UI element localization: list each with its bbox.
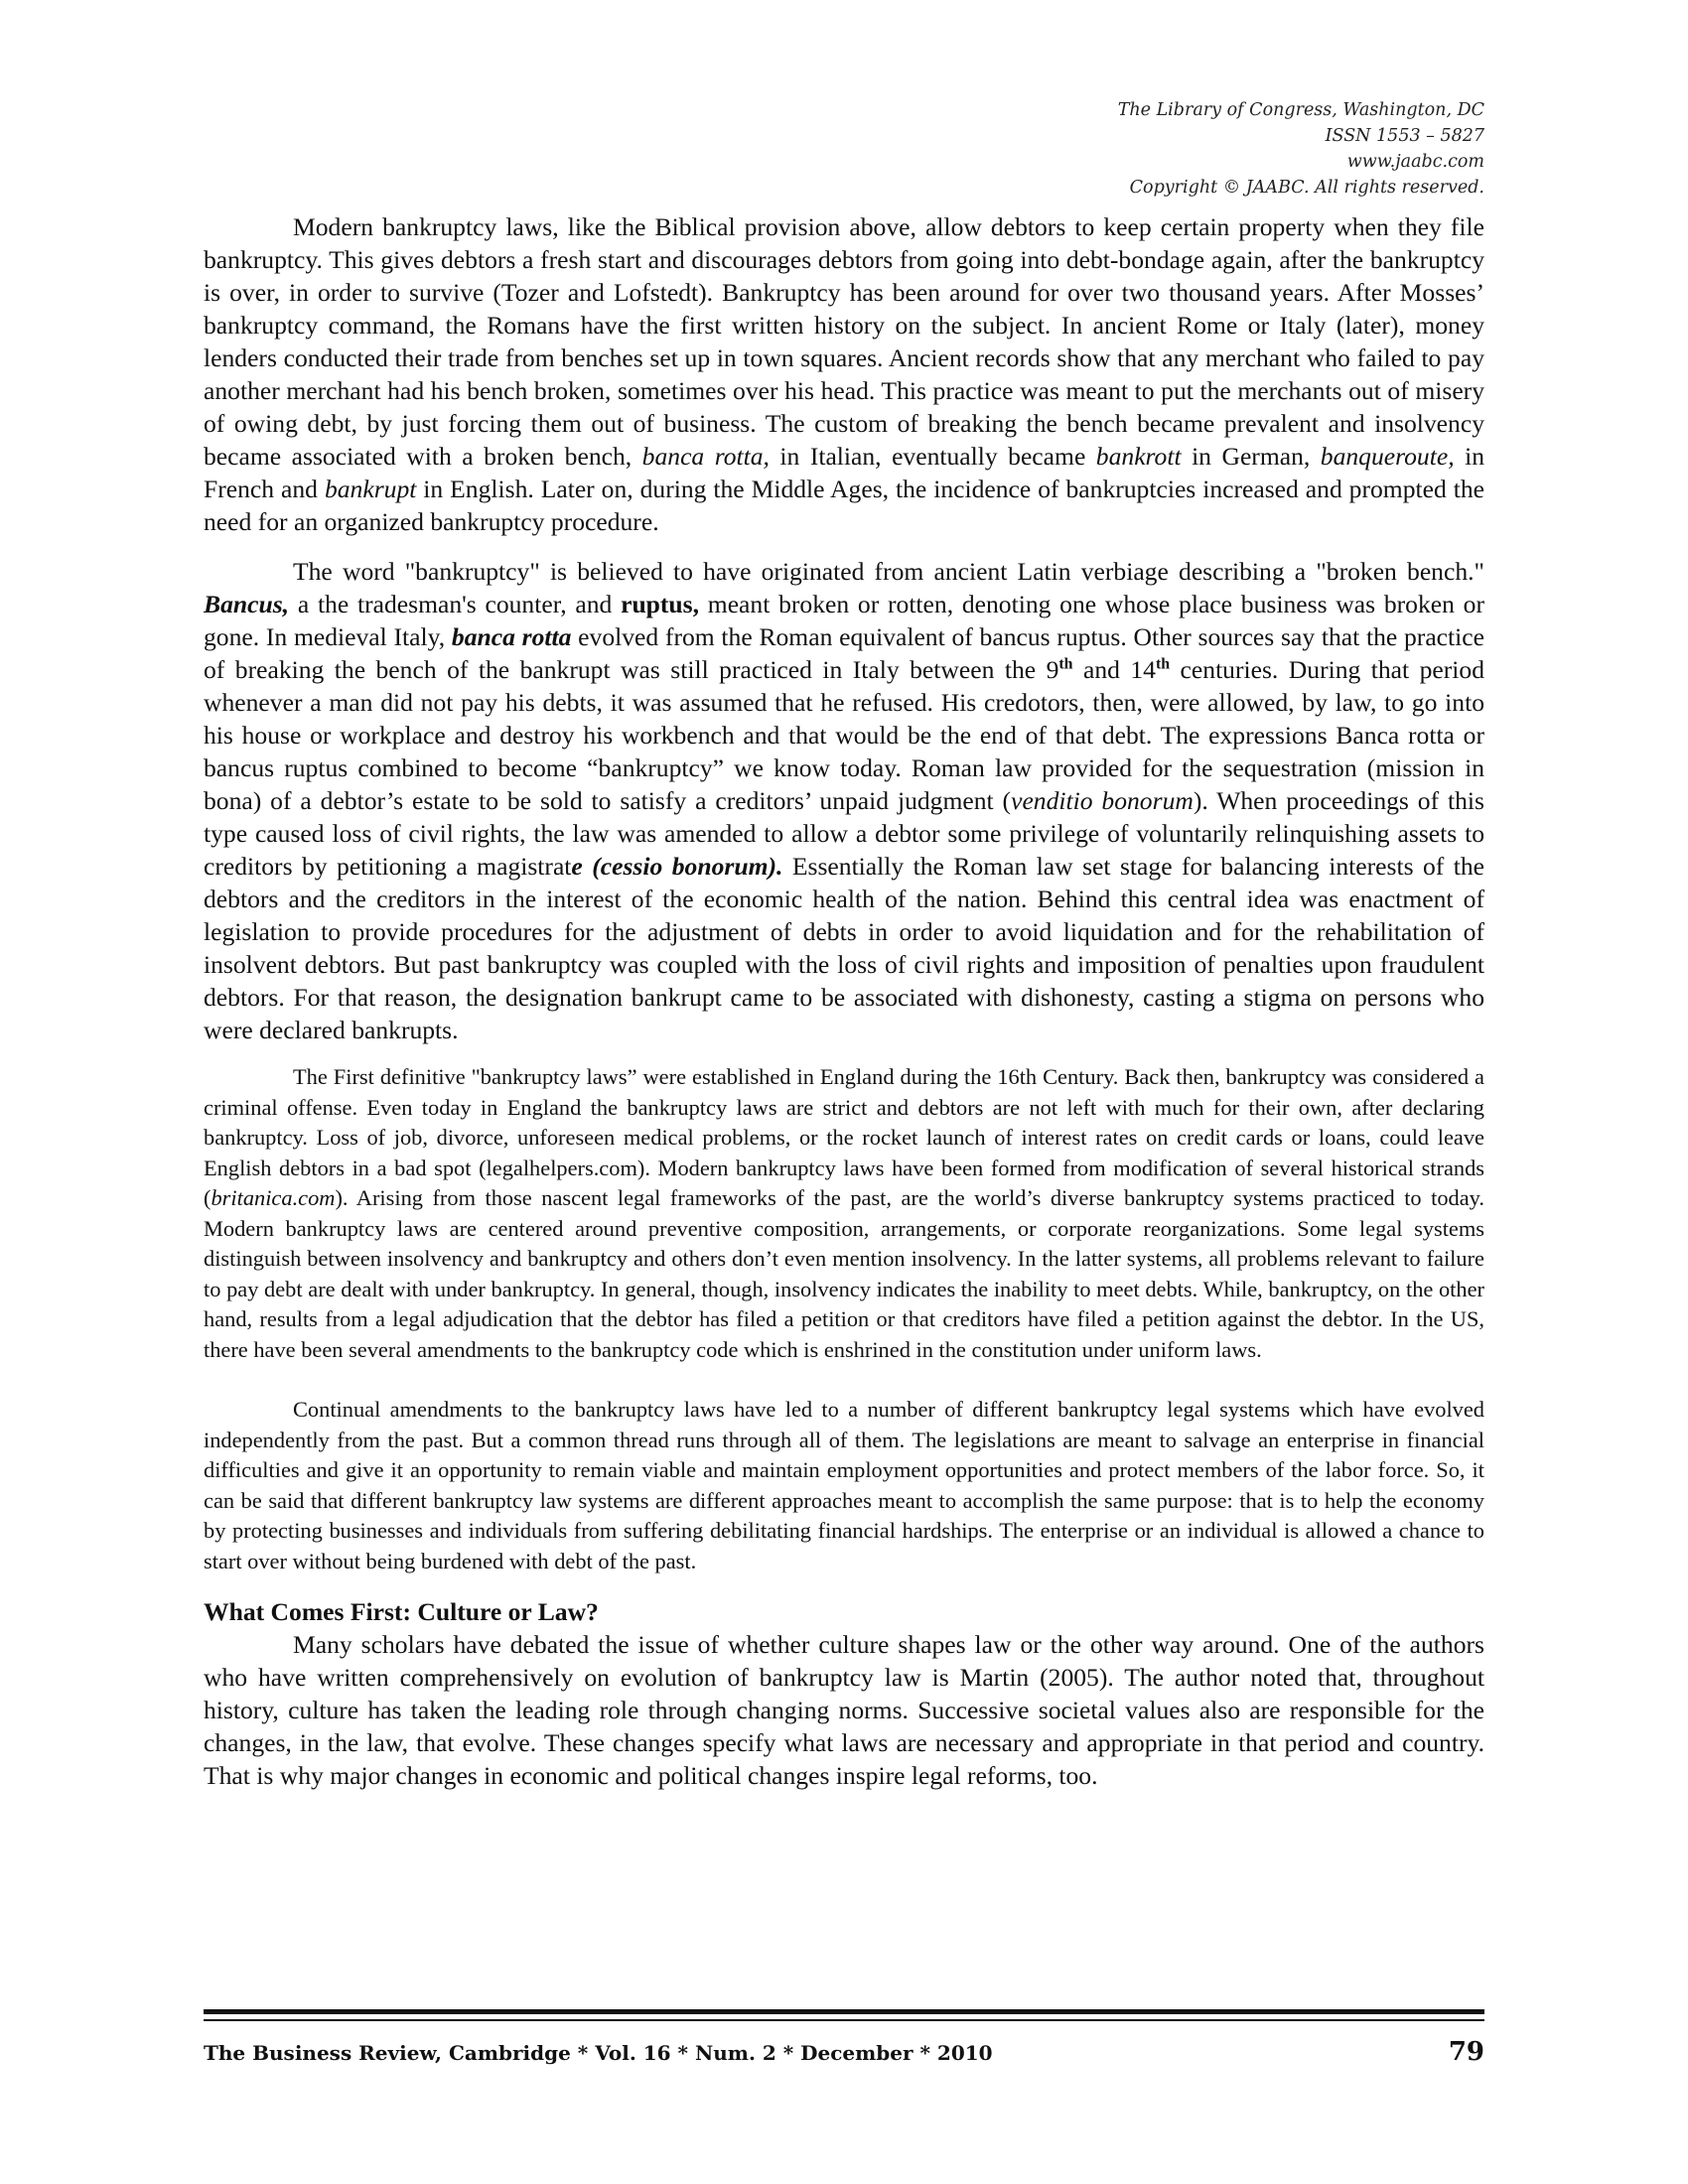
- section-heading: What Comes First: Culture or Law?: [204, 1597, 599, 1626]
- text-run: ). Arising from those nascent legal frameworks of the past, are the world’s diverse bankruptcy systems practiced to today. Modern bankruptcy laws are centered around preventive composition, arrangements, or corporate reorganizations. Some legal systems distinguish between insolvency and bankruptcy and others don’t even mention insolvency. In the latter systems, all problems relevant to failure to pay debt are dealt with under bankruptcy. In general, though, insolvency indicates the inability to meet debts. While, bankruptcy, on the other hand, results from a legal adjudication that the debtor has filed a petition or that creditors have filed a petition against the debtor. In the US, there have been several amendments to the bankruptcy code which is enshrined in the constitution under uniform laws.: [204, 1185, 1484, 1362]
- header-line-issn: ISSN 1553 – 5827: [1325, 126, 1484, 146]
- term-ruptus: ruptus,: [621, 590, 700, 618]
- text-run: in Italian, eventually became: [769, 442, 1096, 471]
- header-line-website: www.jaabc.com: [1346, 152, 1484, 172]
- text-run: evolved from the Roman equivalent of bancus ruptus. Other sources say that the practice of breaking the bench of the bankrupt was still practiced in Italy between the 9: [204, 622, 1484, 684]
- text-run: in English. Later on, during the Middle Ages, the incidence of bankruptcies increased and prompted the need for an organized bankruptcy procedure.: [204, 475, 1484, 536]
- header-line-library: The Library of Congress, Washington, DC: [1117, 100, 1484, 120]
- text-run: and 14: [1072, 655, 1156, 684]
- term-banqueroute: banqueroute,: [1320, 442, 1455, 471]
- text-run: a the tradesman's counter, and: [289, 590, 622, 618]
- term-bankrupt: bankrupt: [324, 475, 417, 503]
- footer-rule-thick: [204, 2009, 1484, 2014]
- footer-rule-thin: [204, 2019, 1484, 2021]
- paragraph-4: Continual amendments to the bankruptcy laws have led to a number of different bankruptcy legal systems which have evolved independently from the past. But a common thread runs through all of them. The legislations are meant to salvage an enterprise in financial difficulties and give it an opportunity to remain viable and maintain employment opportunities and protect members of the labor force. So, it can be said that different bankruptcy law systems are different approaches meant to accomplish the same purpose: that is to help the economy by protecting businesses and individuals from suffering debilitating financial hardships. The enterprise or an individual is allowed a chance to start over without being burdened with debt of the past.: [204, 1397, 1484, 1573]
- text-run: The word "bankruptcy" is believed to have originated from ancient Latin verbiage describing a "broken bench.": [293, 557, 1484, 586]
- paragraph-3: [204, 1062, 1484, 1365]
- text-run: ). When proceedings of this type caused loss of civil rights, the law was amended to allow a debtor some privilege of voluntarily relinquishing assets to creditors by petitioning a magistrat: [204, 786, 1484, 881]
- term-venditio-bonorum: venditio bonorum: [1011, 786, 1194, 815]
- ordinal-superscript: th: [1155, 655, 1171, 673]
- text-run: Modern bankruptcy laws, like the Biblical provision above, allow debtors to keep certain property when they file bankruptcy. This gives debtors a fresh start and discourages debtors from going into debt-bondage again, after the bankruptcy is over, in order to survive (Tozer and Lofstedt). Bankruptcy has been around for over two thousand years. After Mosses’ bankruptcy command, the Romans have the first written history on the subject. In ancient Rome or Italy (later), money lenders conducted their trade from benches set up in town squares. Ancient records show that any merchant who failed to pay another merchant had his bench broken, sometimes over his head. This practice was meant to put the merchants out of misery of owing debt, by just forcing them out of business. The custom of breaking the bench became prevalent and insolvency became associated with a broken bench,: [204, 212, 1484, 471]
- text-run: in French and: [204, 442, 1485, 503]
- term-bankrott: bankrott: [1095, 442, 1182, 471]
- text-run: The First definitive "bankruptcy laws” were established in England during the 16th Century. Back then, bankruptcy was considered a criminal offense. Even today in England the bankruptcy laws are strict and debtors are not left with much for their own, after declaring bankruptcy. Loss of job, divorce, unforeseen medical problems, or the rocket launch of interest rates on credit cards or loans, could leave English debtors in a bad spot (legalhelpers.com). Modern bankruptcy laws have been formed from modification of several historical strands (: [204, 1064, 1484, 1210]
- running-footer: [204, 2037, 1484, 2071]
- term-cessio-bonorum: e (cessio bonorum).: [571, 852, 783, 881]
- paragraph-2: [204, 555, 1484, 1046]
- text-run: Essentially the Roman law set stage for balancing interests of the debtors and the creditors in the interest of the economic health of the nation. Behind this central idea was enactment of legislation to provide procedures for the adjustment of debts in order to avoid liquidation and for the rehabilitation of insolvent debtors. But past bankruptcy was coupled with the loss of civil rights and imposition of penalties upon fraudulent debtors. For that reason, the designation bankrupt came to be associated with dishonesty, casting a stigma on persons who were declared bankrupts.: [204, 852, 1485, 1044]
- paragraph-5: Many scholars have debated the issue of whether culture shapes law or the other way around. One of the authors who have written comprehensively on evolution of bankruptcy law is Martin (2005). The author noted that, throughout history, culture has taken the leading role through changing norms. Successive societal values also are responsible for the changes, in the law, that evolve. These changes specify what laws are necessary and appropriate in that period and country. That is why major changes in economic and political changes inspire legal reforms, too.: [204, 1630, 1484, 1790]
- ordinal-superscript: th: [1058, 655, 1073, 673]
- paragraph-1: [204, 210, 1484, 538]
- term-banca-rotta: banca rotta,: [641, 442, 770, 471]
- text-run: in German,: [1181, 442, 1321, 471]
- text-run: meant broken or rotten, denoting one whose place business was broken or gone. In medieval Italy,: [204, 590, 1485, 651]
- page-number: 79: [1448, 2037, 1484, 2067]
- term-banca-rotta: banca rotta: [451, 622, 572, 651]
- body-text: [204, 210, 1484, 1792]
- citation-britanica: britanica.com: [211, 1185, 336, 1210]
- header-line-copyright: Copyright © JAABC. All rights reserved.: [1129, 178, 1484, 198]
- journal-citation: The Business Review, Cambridge * Vol. 16 * Num. 2 * December * 2010: [204, 2041, 993, 2065]
- running-header: [789, 97, 1484, 201]
- text-run: centuries. During that period whenever a man did not pay his debts, it was assumed that he refused. His credotors, then, were allowed, by law, to go into his house or workplace and destroy his workbench and that would be the end of that debt. The expressions Banca rotta or bancus ruptus combined to become “bankruptcy” we know today. Roman law provided for the sequestration (mission in bona) of a debtor’s estate to be sold to satisfy a creditors’ unpaid judgment (: [204, 655, 1484, 815]
- term-bancus: Bancus,: [204, 590, 290, 618]
